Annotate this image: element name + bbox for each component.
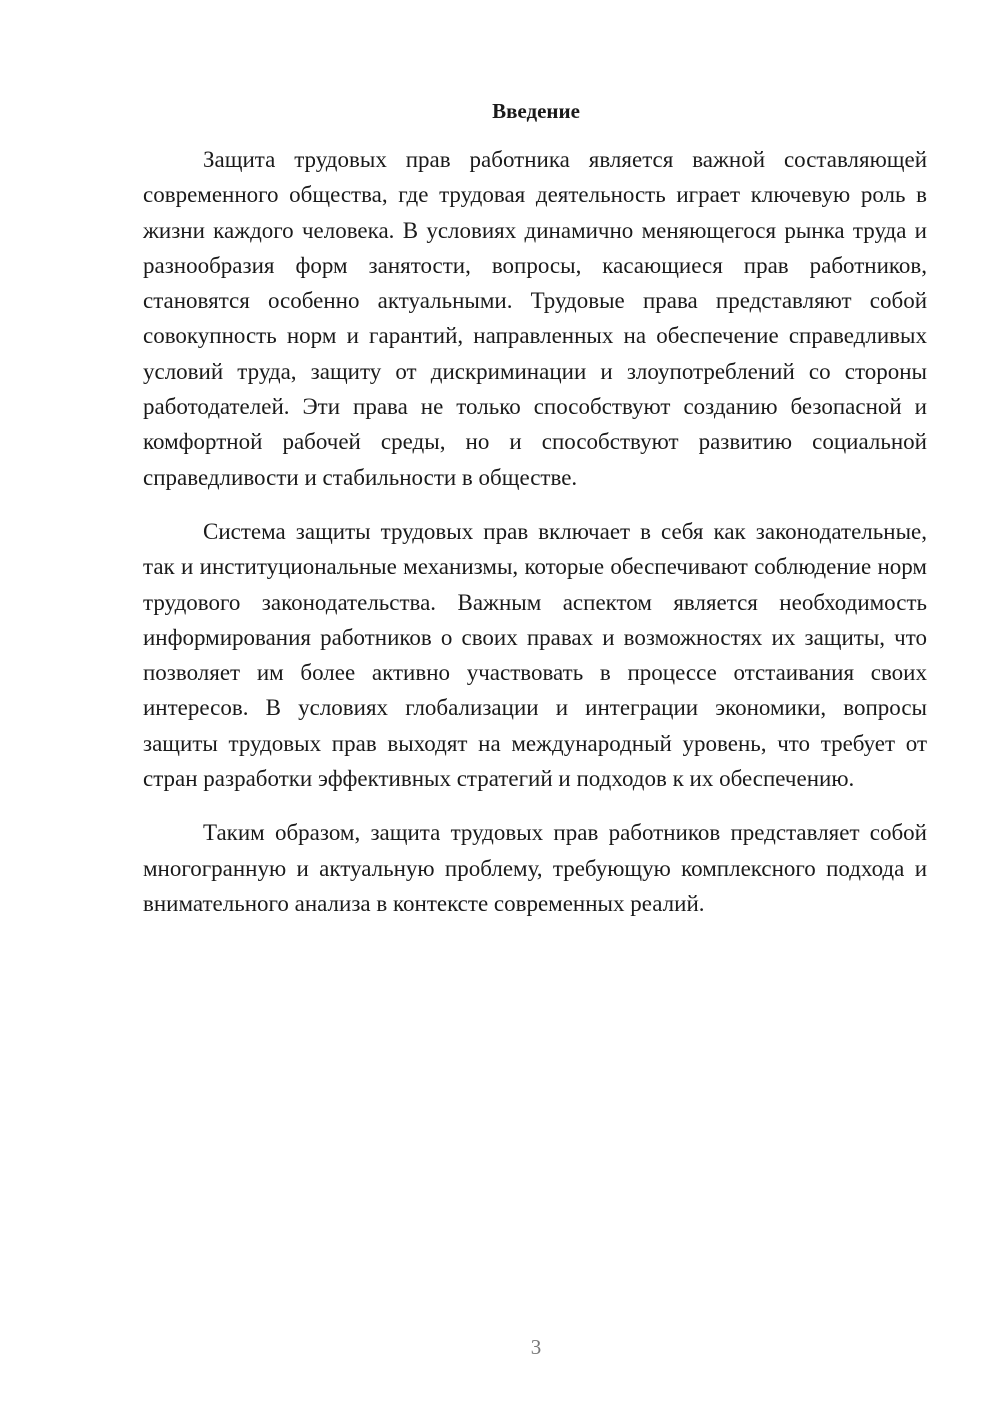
paragraph: Защита трудовых прав работника является важной составляющей современного общества, где трудовая деятельность играет ключевую роль в жизни каждого человека. В условиях динамично меняющегося рынка труда и разнообразия форм занятости, вопросы, касающиеся прав работников, становятся особенно актуальными. Трудовые права представляют собой совокупность норм и гарантий, направленных на обеспечение справедливых условий труда, защиту от дискриминации и злоупотреблений со стороны работодателей. Эти права не только способствуют созданию безопасной и комфортной рабочей среды, но и способствуют развитию социальной справедливости и стабильности в обществе. xyxy=(143,147,927,490)
paragraph: Таким образом, защита трудовых прав работников представляет собой многогранную и актуальную проблему, требующую комплексного подхода и внимательного анализа в контексте современных реалий. xyxy=(143,820,927,916)
body-text xyxy=(143,142,927,940)
page-number: 3 xyxy=(530,1335,542,1359)
section-title: Введение xyxy=(492,99,580,123)
paragraph: Система защиты трудовых прав включает в себя как законодательные, так и институциональные механизмы, которые обеспечивают соблюдение норм трудового законодательства. Важным аспектом является необходимость информирования работников о своих правах и возможностях их защиты, что позволяет им более активно участвовать в процессе отстаивания своих интересов. В условиях глобализации и интеграции экономики, вопросы защиты трудовых прав выходят на международный уровень, что требует от стран разработки эффективных стратегий и подходов к их обеспечению. xyxy=(143,518,927,792)
